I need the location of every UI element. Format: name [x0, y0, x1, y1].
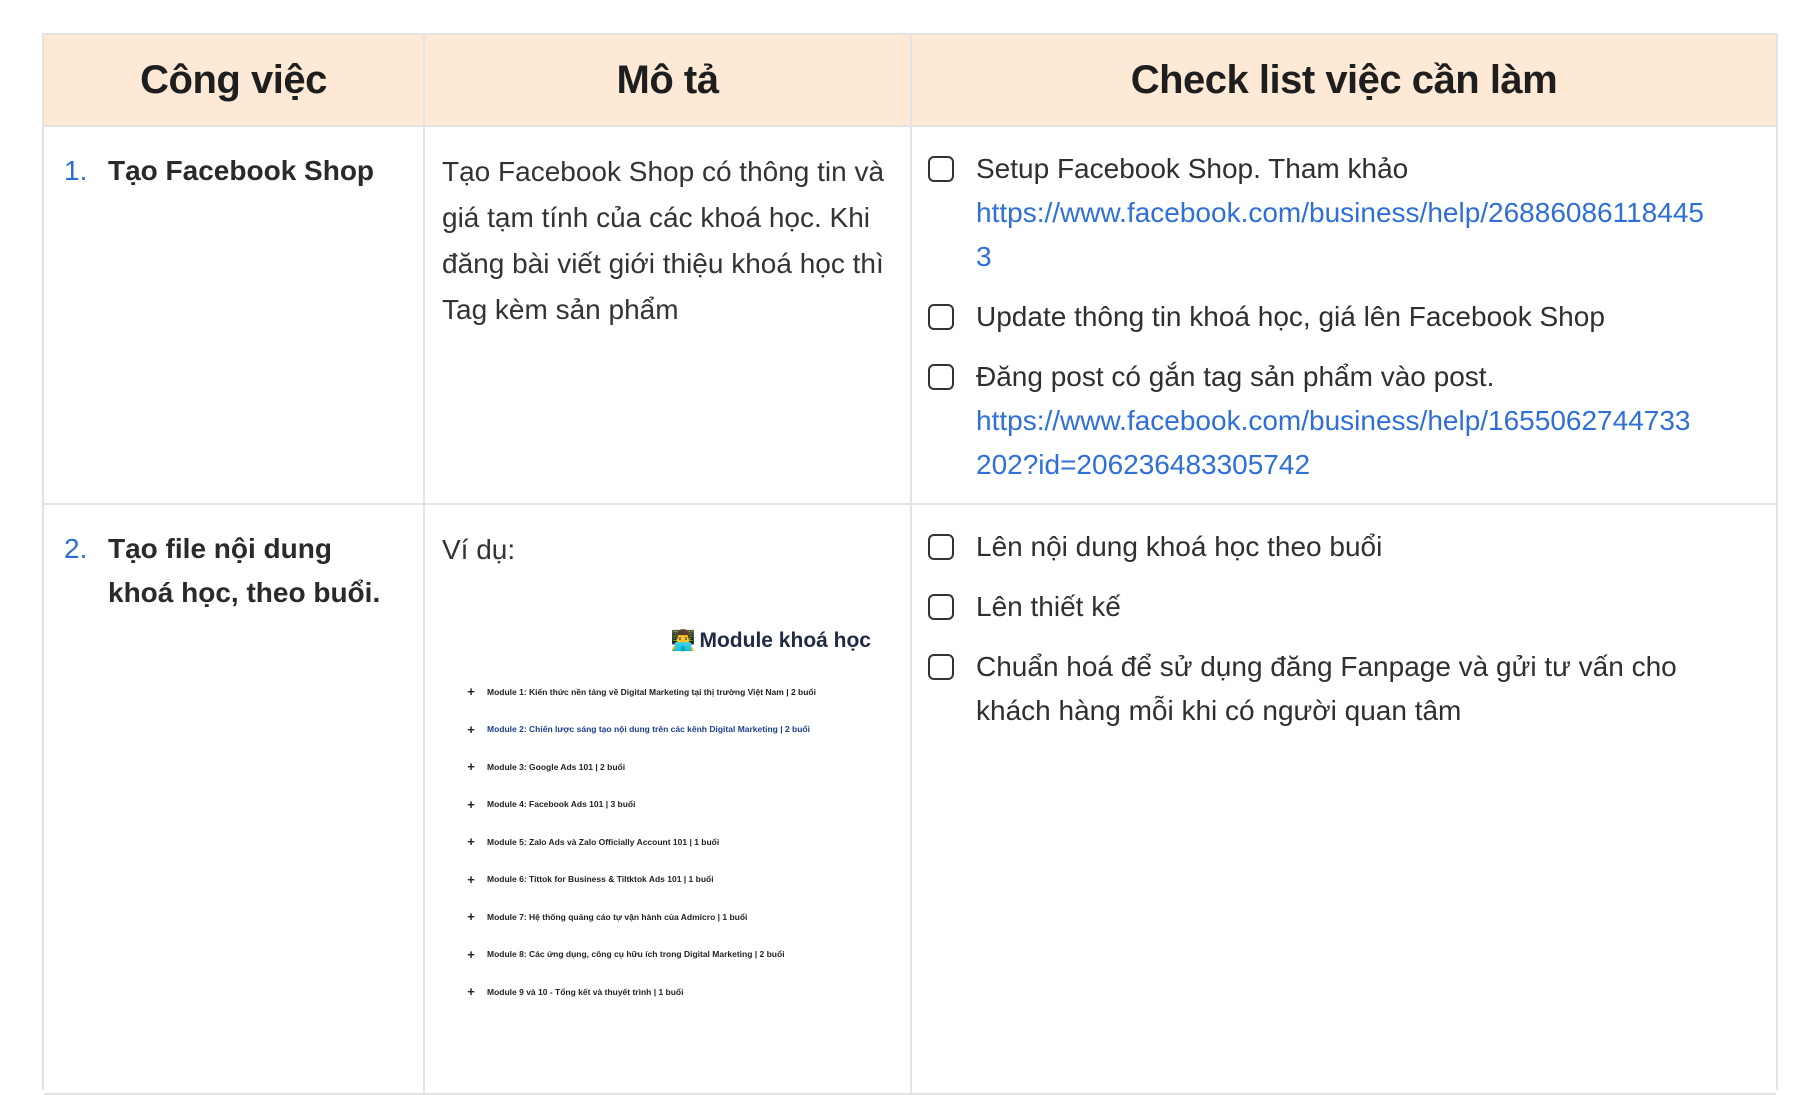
- plus-icon: +: [467, 796, 475, 812]
- checklist-item-text: Lên thiết kế: [976, 591, 1121, 622]
- description-cell: [425, 127, 912, 503]
- checkbox[interactable]: [928, 654, 954, 680]
- help-link[interactable]: https://www.facebook.com/business/help/1655062744733202?id=206236483305742: [976, 405, 1691, 480]
- plus-icon: +: [467, 834, 475, 850]
- checkbox[interactable]: [928, 594, 954, 620]
- list-item: [461, 673, 881, 711]
- checkbox[interactable]: [928, 156, 954, 182]
- module-title: [461, 621, 881, 661]
- list-item: [461, 898, 881, 936]
- checklist-item: [928, 525, 1756, 569]
- checklist-cell: [912, 505, 1776, 1093]
- task-title: Tạo file nội dung khoá học, theo buổi.: [108, 533, 381, 608]
- plus-icon: +: [467, 721, 475, 737]
- module-list: [461, 673, 881, 1011]
- checkbox[interactable]: [928, 364, 954, 390]
- checklist-item: [928, 295, 1756, 339]
- header-cong-viec: Công việc: [44, 35, 425, 125]
- module-item-text: Module 7: Hệ thống quảng cáo tự vận hành của Admicro | 1 buổi: [487, 911, 748, 922]
- technologist-emoji-icon: 👨‍💻: [670, 630, 696, 652]
- module-item-text: Module 2: Chiến lược sáng tạo nội dung trên các kênh Digital Marketing | 2 buổi: [487, 724, 810, 735]
- table-row: [44, 127, 1776, 505]
- task-table: [42, 33, 1778, 1090]
- checklist-item: [928, 645, 1756, 733]
- checklist-item-text: Setup Facebook Shop. Tham khảo: [976, 153, 1409, 184]
- task-cell: [44, 505, 425, 1093]
- module-item-text: Module 1: Kiến thức nền tảng về Digital Marketing tại thị trường Việt Nam | 2 buổi: [487, 686, 816, 697]
- plus-icon: +: [467, 909, 475, 925]
- task-number: 1.: [64, 155, 88, 186]
- module-item-text: Module 3: Google Ads 101 | 2 buổi: [487, 761, 626, 772]
- plus-icon: +: [467, 684, 475, 700]
- plus-icon: +: [467, 759, 475, 775]
- list-item: [461, 973, 881, 1011]
- task-cell: [44, 127, 425, 503]
- checklist-item-text: Update thông tin khoá học, giá lên Facebook Shop: [976, 301, 1605, 332]
- checklist-item-text: Chuẩn hoá để sử dụng đăng Fanpage và gửi tư vấn cho khách hàng mỗi khi có người quan tâm: [976, 651, 1677, 726]
- module-image[interactable]: [461, 621, 881, 1041]
- module-item-text: Module 4: Facebook Ads 101 | 3 buổi: [487, 799, 636, 810]
- module-item-text: Module 9 và 10 - Tổng kết và thuyết trình | 1 buổi: [487, 986, 684, 997]
- checkbox[interactable]: [928, 534, 954, 560]
- checklist-item: [928, 585, 1756, 629]
- module-item-text: Module 8: Các ứng dụng, công cụ hữu ích trong Digital Marketing | 2 buổi: [487, 949, 785, 960]
- list-item: [461, 823, 881, 861]
- checklist-item: [928, 147, 1756, 279]
- header-checklist: Check list việc cần làm: [1130, 57, 1558, 102]
- checklist-item-text: Lên nội dung khoá học theo buổi: [976, 531, 1383, 562]
- description-cell: [425, 505, 912, 1093]
- checkbox[interactable]: [928, 304, 954, 330]
- plus-icon: +: [467, 984, 475, 1000]
- list-item: [461, 786, 881, 824]
- checklist-item-text: Đăng post có gắn tag sản phẩm vào post.: [976, 361, 1495, 392]
- module-item-text: Module 5: Zalo Ads và Zalo Officially Account 101 | 1 buổi: [487, 836, 720, 847]
- list-item: [461, 936, 881, 974]
- task-number: 2.: [64, 533, 88, 564]
- task-description: Tạo Facebook Shop có thông tin và giá tạm tính của các khoá học. Khi đăng bài viết giới thiệu khoá học thì Tag kèm sản phẩm: [442, 156, 885, 325]
- table-row: [44, 505, 1776, 1095]
- list-item: [461, 711, 881, 749]
- module-title-text: Module khoá học: [699, 629, 871, 652]
- list-item: [461, 861, 881, 899]
- table-header-row: [44, 35, 1776, 127]
- task-description: Ví dụ:: [442, 534, 516, 565]
- header-mo-ta: Mô tả: [425, 35, 912, 125]
- list-item: [461, 748, 881, 786]
- plus-icon: +: [467, 871, 475, 887]
- module-item-text: Module 6: Tittok for Business & Tiltktok Ads 101 | 1 buổi: [487, 874, 714, 885]
- plus-icon: +: [467, 946, 475, 962]
- checklist-cell: [912, 127, 1776, 503]
- checklist-item: [928, 355, 1756, 487]
- task-title: Tạo Facebook Shop: [108, 155, 375, 186]
- help-link[interactable]: https://www.facebook.com/business/help/268860861184453: [976, 197, 1704, 272]
